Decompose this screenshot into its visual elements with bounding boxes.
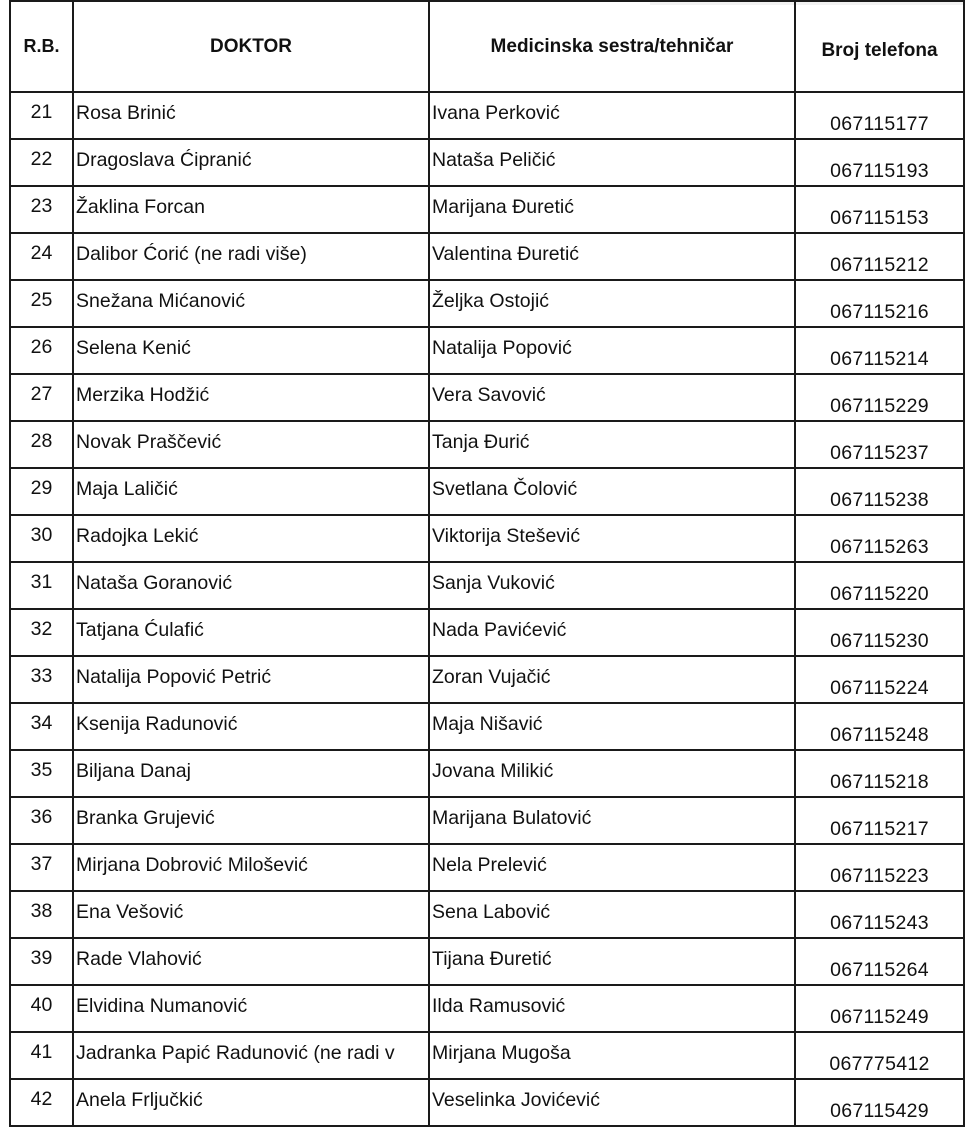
phone-number: 067115243 <box>795 891 964 938</box>
nurse-name: Sanja Vuković <box>429 562 795 609</box>
row-number: 40 <box>10 985 73 1032</box>
row-number: 30 <box>10 515 73 562</box>
row-number: 35 <box>10 750 73 797</box>
phone-number: 067115177 <box>795 92 964 139</box>
row-number: 29 <box>10 468 73 515</box>
table-row <box>10 703 965 750</box>
doctor-name: Jadranka Papić Radunović (ne radi v <box>73 1032 429 1079</box>
table-row <box>10 609 965 656</box>
doctor-name: Žaklina Forcan <box>73 186 429 233</box>
table-row <box>10 844 965 891</box>
doctor-name: Ksenija Radunović <box>73 703 429 750</box>
phone-number: 067115264 <box>795 938 964 985</box>
table-row <box>10 656 965 703</box>
row-number: 27 <box>10 374 73 421</box>
header-doctor: DOKTOR <box>73 1 429 92</box>
table-header-row <box>10 1 965 92</box>
doctor-name: Dalibor Ćorić (ne radi više) <box>73 233 429 280</box>
phone-number: 067115248 <box>795 703 964 750</box>
phone-number: 067115220 <box>795 562 964 609</box>
doctor-name: Mirjana Dobrović Milošević <box>73 844 429 891</box>
row-number: 22 <box>10 139 73 186</box>
row-number: 33 <box>10 656 73 703</box>
row-number: 25 <box>10 280 73 327</box>
doctor-name: Selena Kenić <box>73 327 429 374</box>
nurse-name: Marijana Đuretić <box>429 186 795 233</box>
phone-number: 067115237 <box>795 421 964 468</box>
table-row <box>10 891 965 938</box>
doctor-name: Merzika Hodžić <box>73 374 429 421</box>
nurse-name: Željka Ostojić <box>429 280 795 327</box>
doctor-name: Rosa Brinić <box>73 92 429 139</box>
nurse-name: Ilda Ramusović <box>429 985 795 1032</box>
doctor-nurse-table <box>9 0 965 1127</box>
nurse-name: Marijana Bulatović <box>429 797 795 844</box>
doctor-name: Radojka Lekić <box>73 515 429 562</box>
nurse-name: Jovana Milikić <box>429 750 795 797</box>
row-number: 32 <box>10 609 73 656</box>
row-number: 21 <box>10 92 73 139</box>
table-row <box>10 92 965 139</box>
table-row <box>10 562 965 609</box>
doctor-name: Nataša Goranović <box>73 562 429 609</box>
row-number: 41 <box>10 1032 73 1079</box>
phone-number: 067115238 <box>795 468 964 515</box>
row-number: 34 <box>10 703 73 750</box>
row-number: 31 <box>10 562 73 609</box>
nurse-name: Veselinka Jovićević <box>429 1079 795 1126</box>
doctor-name: Ena Vešović <box>73 891 429 938</box>
phone-number: 067115217 <box>795 797 964 844</box>
phone-number: 067115229 <box>795 374 964 421</box>
nurse-name: Maja Nišavić <box>429 703 795 750</box>
header-phone: Broj telefona <box>795 1 964 92</box>
table-row <box>10 750 965 797</box>
phone-number: 067775412 <box>795 1032 964 1079</box>
phone-number: 067115212 <box>795 233 964 280</box>
doctor-name: Biljana Danaj <box>73 750 429 797</box>
phone-number: 067115153 <box>795 186 964 233</box>
phone-number: 067115249 <box>795 985 964 1032</box>
table-row <box>10 280 965 327</box>
nurse-name: Zoran Vujačić <box>429 656 795 703</box>
table-row <box>10 327 965 374</box>
table-row <box>10 985 965 1032</box>
doctor-name: Tatjana Ćulafić <box>73 609 429 656</box>
row-number: 39 <box>10 938 73 985</box>
header-rb: R.B. <box>10 1 73 92</box>
table-row <box>10 233 965 280</box>
phone-number: 067115230 <box>795 609 964 656</box>
table-row <box>10 139 965 186</box>
row-number: 36 <box>10 797 73 844</box>
nurse-name: Vera Savović <box>429 374 795 421</box>
table-row <box>10 186 965 233</box>
phone-number: 067115218 <box>795 750 964 797</box>
doctor-name: Dragoslava Ćipranić <box>73 139 429 186</box>
nurse-name: Valentina Đuretić <box>429 233 795 280</box>
table-row <box>10 1032 965 1079</box>
doctor-name: Maja Laličić <box>73 468 429 515</box>
nurse-name: Tanja Đurić <box>429 421 795 468</box>
nurse-name: Nataša Peličić <box>429 139 795 186</box>
phone-number: 067115263 <box>795 515 964 562</box>
phone-number: 067115223 <box>795 844 964 891</box>
doctor-name: Anela Frljučkić <box>73 1079 429 1126</box>
doctor-name: Natalija Popović Petrić <box>73 656 429 703</box>
nurse-name: Nela Prelević <box>429 844 795 891</box>
row-number: 38 <box>10 891 73 938</box>
phone-number: 067115214 <box>795 327 964 374</box>
phone-number: 067115216 <box>795 280 964 327</box>
table-row <box>10 421 965 468</box>
nurse-name: Tijana Đuretić <box>429 938 795 985</box>
doctor-name: Novak Praščević <box>73 421 429 468</box>
doctor-name: Branka Grujević <box>73 797 429 844</box>
phone-number: 067115429 <box>795 1079 964 1126</box>
doctor-name: Elvidina Numanović <box>73 985 429 1032</box>
phone-number: 067115193 <box>795 139 964 186</box>
row-number: 28 <box>10 421 73 468</box>
table-row <box>10 797 965 844</box>
row-number: 37 <box>10 844 73 891</box>
row-number: 26 <box>10 327 73 374</box>
nurse-name: Svetlana Čolović <box>429 468 795 515</box>
header-nurse: Medicinska sestra/tehničar <box>429 1 795 92</box>
nurse-name: Natalija Popović <box>429 327 795 374</box>
nurse-name: Nada Pavićević <box>429 609 795 656</box>
table-row <box>10 515 965 562</box>
nurse-name: Viktorija Stešević <box>429 515 795 562</box>
phone-number: 067115224 <box>795 656 964 703</box>
table-row <box>10 468 965 515</box>
doctor-name: Rade Vlahović <box>73 938 429 985</box>
table-row <box>10 1079 965 1126</box>
nurse-name: Ivana Perković <box>429 92 795 139</box>
row-number: 42 <box>10 1079 73 1126</box>
table-row <box>10 938 965 985</box>
row-number: 23 <box>10 186 73 233</box>
doctor-name: Snežana Mićanović <box>73 280 429 327</box>
nurse-name: Mirjana Mugoša <box>429 1032 795 1079</box>
table-row <box>10 374 965 421</box>
nurse-name: Sena Labović <box>429 891 795 938</box>
row-number: 24 <box>10 233 73 280</box>
